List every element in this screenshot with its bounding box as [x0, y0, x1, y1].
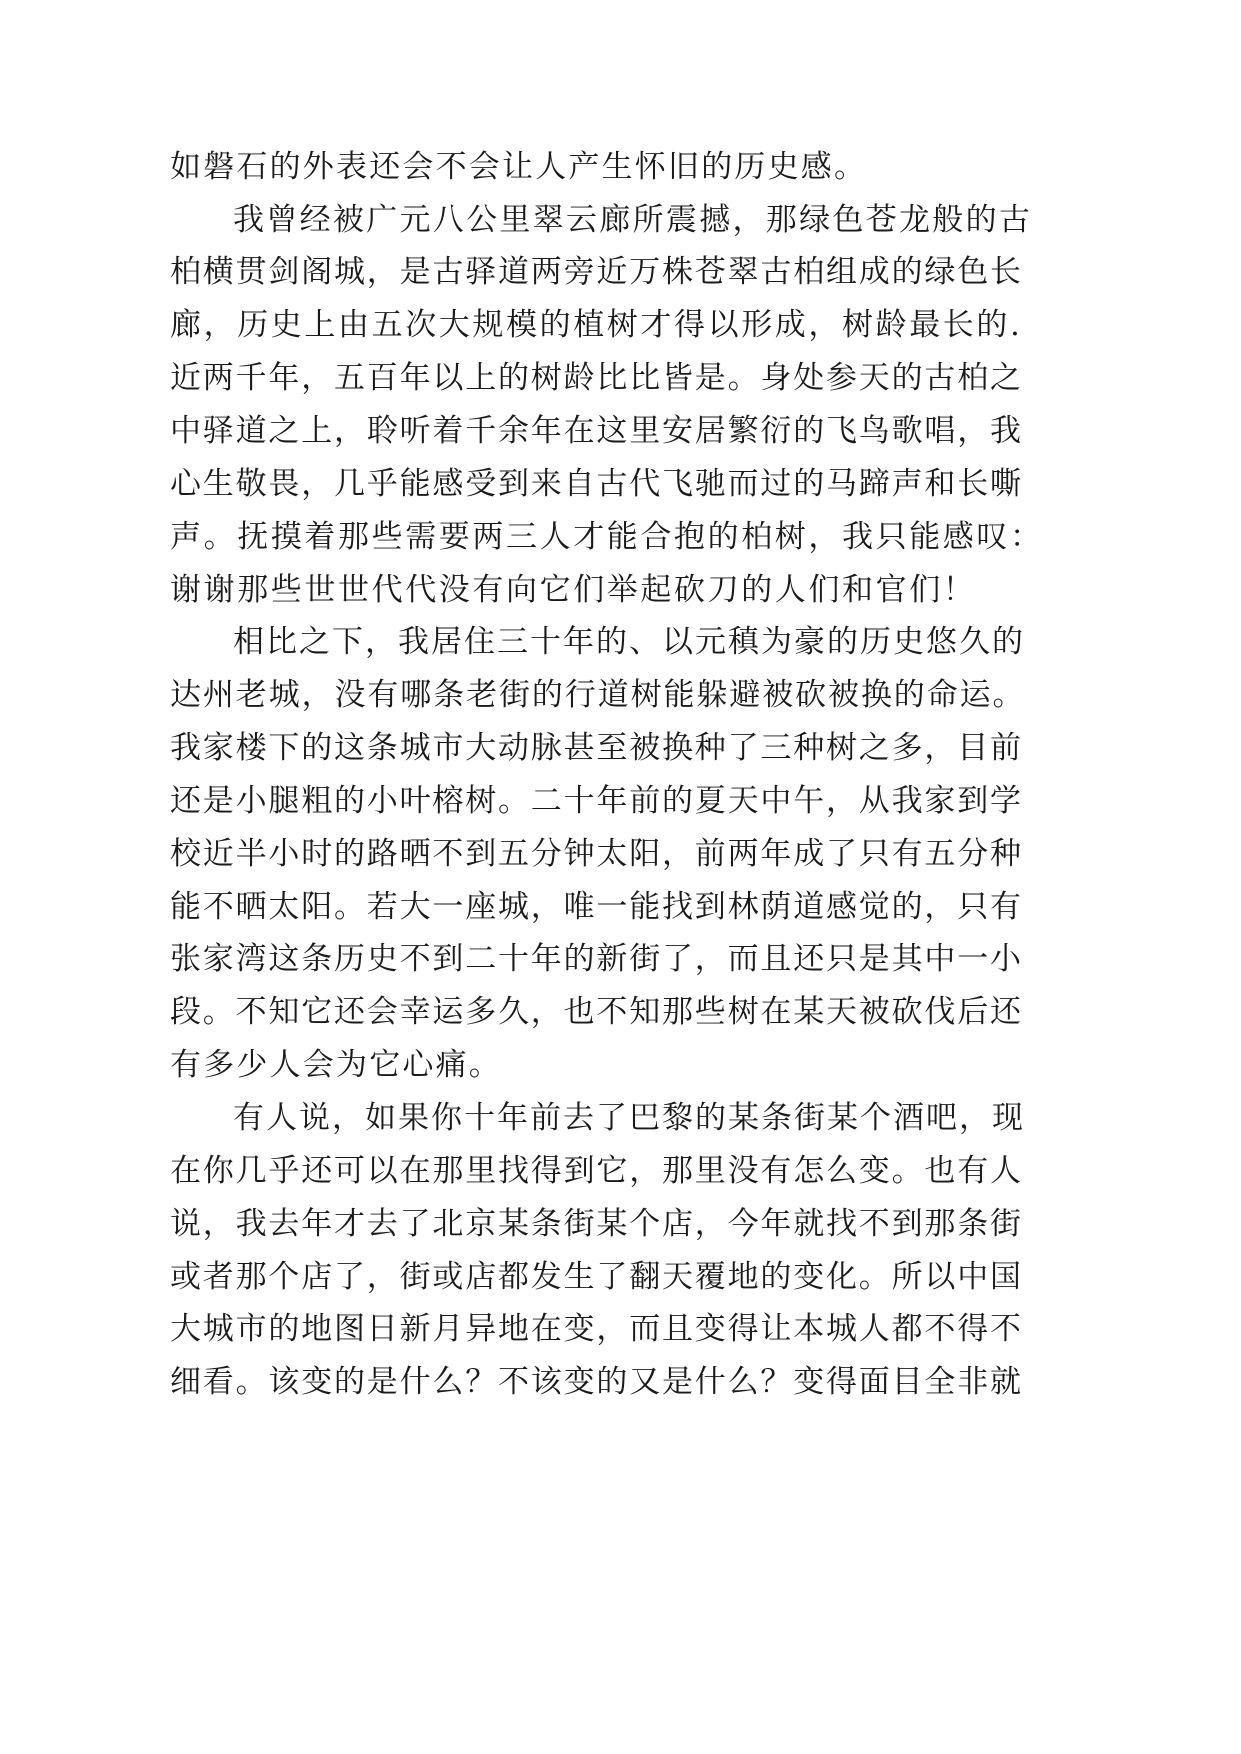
text-line: 大城市的地图日新月异地在变，而且变得让本城人都不得不 — [170, 1311, 1023, 1347]
text-line: 中驿道之上，聆听着千余年在这里安居繁衍的飞鸟歌唱，我 — [170, 413, 1023, 449]
text-line: 我家楼下的这条城市大动脉甚至被换种了三种树之多，目前 — [170, 730, 1023, 766]
text-line: 近两千年，五百年以上的树龄比比皆是。身处参天的古柏之 — [170, 360, 1023, 396]
text-line: 达州老城，没有哪条老街的行道树能躲避被砍被换的命运。 — [170, 677, 1026, 713]
text-line: 或者那个店了，街或店都发生了翻天覆地的变化。所以中国 — [170, 1259, 1023, 1295]
text-line: 心生敬畏，几乎能感受到来自古代飞驰而过的马蹄声和长嘶 — [170, 466, 1023, 502]
text-line: 声。抚摸着那些需要两三人才能合抱的柏树，我只能感叹： — [170, 519, 1044, 555]
text-line: 谢谢那些世世代代没有向它们举起砍刀的人们和官们！ — [170, 572, 977, 608]
text-line: 我曾经被广元八公里翠云廊所震撼，那绿色苍龙般的古 — [233, 202, 1033, 238]
text-line: 柏横贯剑阁城，是古驿道两旁近万株苍翠古柏组成的绿色长 — [170, 254, 1023, 290]
text-line: 有人说，如果你十年前去了巴黎的某条街某个酒吧，现 — [233, 1100, 1025, 1136]
text-line: 能不晒太阳。若大一座城，唯一能找到林荫道感觉的，只有 — [170, 889, 1023, 925]
text-line: 相比之下，我居住三十年的、以元稹为豪的历史悠久的 — [233, 624, 1025, 660]
text-line: 有多少人会为它心痛。 — [170, 1047, 502, 1083]
text-line: 段。不知它还会幸运多久，也不知那些树在某天被砍伐后还 — [170, 994, 1023, 1030]
text-line: 在你几乎还可以在那里找得到它，那里没有怎么变。也有人 — [170, 1153, 1023, 1189]
text-line: 如磐石的外表还会不会让人产生怀旧的历史感。 — [170, 149, 868, 185]
text-line: 廊，历史上由五次大规模的植树才得以形成，树龄最长的. — [170, 307, 1023, 343]
text-line: 校近半小时的路晒不到五分钟太阳，前两年成了只有五分种 — [170, 836, 1023, 872]
text-line: 说，我去年才去了北京某条街某个店，今年就找不到那条街 — [170, 1206, 1023, 1242]
text-line: 张家湾这条历史不到二十年的新街了，而且还只是其中一小 — [170, 941, 1023, 977]
text-line: 还是小腿粗的小叶榕树。二十年前的夏天中午，从我家到学 — [170, 783, 1023, 819]
text-line: 细看。该变的是什么？不该变的又是什么？变得面目全非就 — [170, 1364, 1023, 1400]
